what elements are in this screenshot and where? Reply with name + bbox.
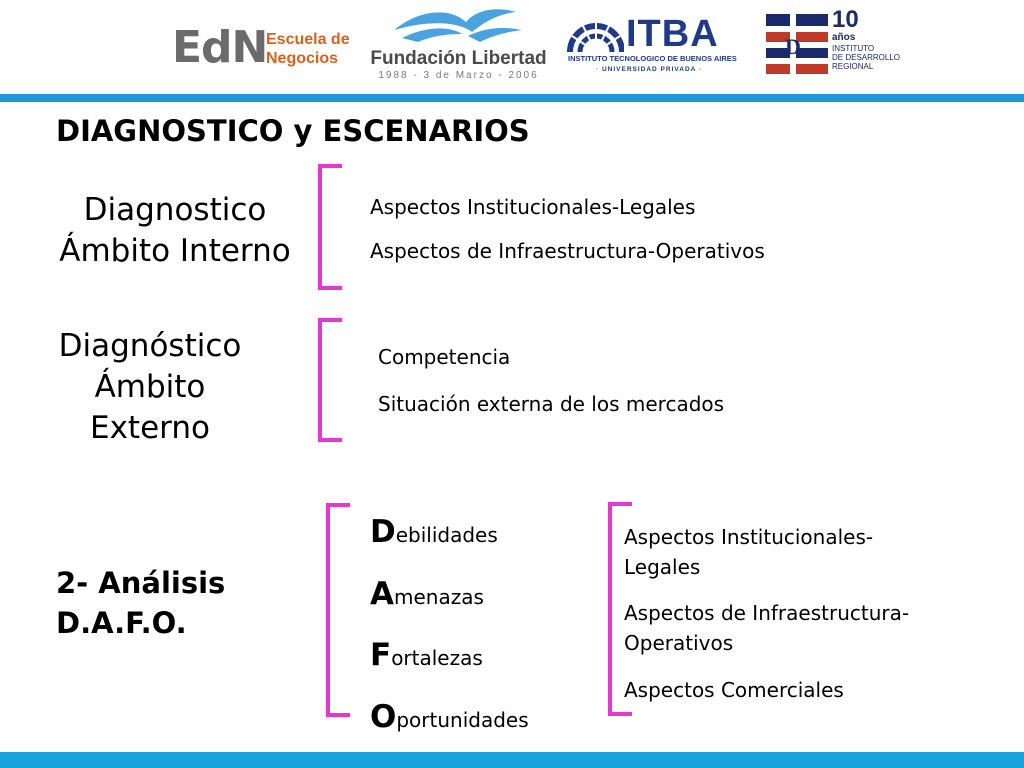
dafo-aspect bbox=[624, 675, 844, 705]
internal-item: Aspectos Institucionales-Legales bbox=[370, 195, 696, 219]
dafo-aspect bbox=[624, 522, 873, 582]
dafo-term-fortalezas bbox=[370, 637, 483, 673]
dafo-term-initial: A bbox=[370, 576, 394, 612]
idr-emblem-icon bbox=[764, 10, 830, 80]
dafo-aspect bbox=[624, 598, 909, 658]
fundacion-libertad-name: Fundación Libertad bbox=[370, 48, 547, 69]
dafo-term-amenazas bbox=[370, 576, 484, 612]
external-bracket bbox=[314, 318, 344, 442]
idr-logo-line2: DE DESARROLLO bbox=[832, 53, 901, 62]
internal-bracket bbox=[314, 164, 344, 290]
dafo-aspect-line1: Aspectos de Infraestructura- bbox=[624, 601, 910, 625]
external-label-line2: Ámbito bbox=[94, 369, 206, 405]
dafo-terms-bracket bbox=[322, 503, 352, 717]
external-item: Situación externa de los mercados bbox=[378, 392, 725, 416]
idr-logo bbox=[764, 8, 914, 84]
dafo-term-oportunidades bbox=[370, 699, 529, 735]
internal-label-line1: Diagnostico bbox=[83, 192, 267, 228]
idr-logo-years: años bbox=[832, 32, 856, 43]
footer-bar bbox=[0, 752, 1024, 768]
dafo-term-rest: menazas bbox=[394, 585, 484, 609]
dafo-term-initial: O bbox=[370, 699, 397, 735]
idr-logo-text bbox=[832, 44, 914, 71]
internal-label-line2: Ámbito Interno bbox=[59, 233, 291, 269]
external-item: Competencia bbox=[378, 345, 511, 369]
slide-title: DIAGNOSTICO y ESCENARIOS bbox=[56, 114, 530, 148]
idr-logo-line1: INSTITUTO bbox=[832, 44, 875, 53]
dafo-label-line2: D.A.F.O. bbox=[56, 606, 187, 640]
bird-icon bbox=[366, 2, 551, 48]
dafo-aspect-line2: Legales bbox=[624, 555, 701, 579]
header-divider-bar bbox=[0, 94, 1024, 102]
dafo-aspect-line1: Aspectos Institucionales- bbox=[624, 525, 874, 549]
itba-emblem-icon bbox=[566, 14, 624, 54]
dafo-analysis-label bbox=[56, 563, 225, 643]
dafo-term-initial: F bbox=[370, 637, 392, 673]
internal-diagnosis-label bbox=[40, 190, 310, 272]
idr-logo-number: 10 bbox=[832, 6, 859, 33]
external-label-line3: Externo bbox=[90, 410, 210, 446]
idr-logo-line3: REGIONAL bbox=[832, 62, 874, 71]
edn-logo-line2: Negocios bbox=[266, 50, 339, 67]
dafo-term-rest: portunidades bbox=[396, 708, 529, 732]
dafo-aspect-line1: Aspectos Comerciales bbox=[624, 678, 844, 702]
fundacion-libertad-dates: 1988 - 3 de Marzo - 2006 bbox=[378, 70, 539, 81]
external-diagnosis-label bbox=[30, 326, 270, 449]
edn-logo-letters: EdN bbox=[172, 22, 268, 73]
itba-logo-line1: INSTITUTO TECNOLOGICO DE BUENOS AIRES bbox=[568, 54, 737, 63]
dafo-term-initial: D bbox=[370, 514, 396, 550]
dafo-label-line1: 2- Análisis bbox=[56, 566, 226, 600]
svg-text:D: D bbox=[785, 34, 801, 59]
dafo-term-rest: ebilidades bbox=[395, 523, 498, 547]
itba-logo-name: ITBA bbox=[626, 13, 719, 55]
itba-logo-line2: · UNIVERSIDAD PRIVADA · bbox=[596, 66, 703, 73]
dafo-aspect-line2: Operativos bbox=[624, 631, 734, 655]
fundacion-libertad-logo bbox=[366, 2, 551, 88]
edn-logo bbox=[172, 22, 362, 82]
dafo-term-debilidades bbox=[370, 514, 498, 550]
external-label-line1: Diagnóstico bbox=[58, 328, 242, 364]
edn-logo-line1: Escuela de bbox=[266, 31, 350, 48]
edn-logo-subtitle bbox=[266, 30, 350, 68]
internal-item: Aspectos de Infraestructura-Operativos bbox=[370, 239, 765, 263]
itba-logo bbox=[566, 14, 748, 78]
dafo-term-rest: ortalezas bbox=[391, 646, 483, 670]
